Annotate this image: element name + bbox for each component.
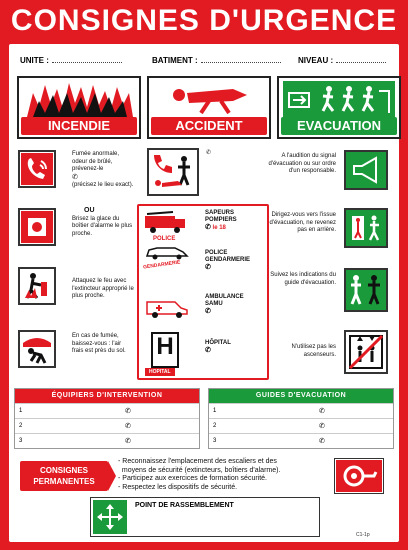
police-label xyxy=(205,250,250,272)
accident-phone-glyph: ✆ xyxy=(206,150,212,156)
incendie-step1-note: (précisez le lieu exact). xyxy=(72,182,134,188)
row-number: 1 xyxy=(213,408,217,414)
samu-text: SAMU xyxy=(205,301,223,307)
hopital-badge: HOPITAL xyxy=(145,368,175,376)
permanentes-list xyxy=(118,458,328,492)
incendie-step1 xyxy=(72,151,134,190)
poster-title: CONSIGNES D'URGENCE xyxy=(10,4,398,37)
evacuation-banner xyxy=(277,76,401,139)
crawl-box xyxy=(18,330,56,368)
niveau-field xyxy=(298,56,386,65)
no-elevator-box xyxy=(344,330,388,374)
footer-code: C1-1p xyxy=(356,532,370,538)
fire-truck-icon xyxy=(143,210,189,234)
niveau-label: NIVEAU : xyxy=(298,56,334,65)
incendie-step2 xyxy=(72,207,134,238)
arrow-right-icon xyxy=(108,461,116,491)
evacuation-step4: N'utilisez pas les ascenseurs. xyxy=(291,344,336,358)
injured-person-icon xyxy=(149,79,269,119)
table-row[interactable] xyxy=(15,418,199,433)
equipiers-title: ÉQUIPIERS D'INTERVENTION xyxy=(15,389,199,403)
list-item: - Respectez les dispositifs de sécurité. xyxy=(118,483,238,491)
no-elevator-icon xyxy=(346,332,386,372)
batiment-label: BATIMENT : xyxy=(152,56,198,65)
pompiers-text: SAPEURS POMPIERS xyxy=(205,210,237,223)
guide-box xyxy=(344,268,388,312)
niveau-line xyxy=(336,62,386,63)
phone-icon: ✆ xyxy=(125,438,131,445)
incendie-label: INCENDIE xyxy=(21,117,137,135)
table-row[interactable] xyxy=(209,403,393,418)
fire-phone-icon xyxy=(21,153,53,185)
guides-table xyxy=(208,388,394,449)
phone-icon: ✆ xyxy=(319,408,325,415)
gendarmerie-text: GENDARMERIE xyxy=(205,257,251,263)
evacuation-step2: Dirigez-vous vers l'issue d'évacuation, ne revenez pas en arrière. xyxy=(269,212,336,233)
row-number: 2 xyxy=(19,423,23,429)
incendie-step4: En cas de fumée, baissez-vous : l'air frais est près du sol. xyxy=(72,333,126,354)
pompiers-number: le 18 xyxy=(212,225,226,231)
phone-icon: ✆ xyxy=(125,408,131,415)
exit-door-box xyxy=(344,208,388,248)
incendie-step2-or: OU xyxy=(84,207,95,214)
row-number: 3 xyxy=(19,438,23,444)
rally-point-label: POINT DE RASSEMBLEMENT xyxy=(135,502,234,509)
phone-icon: ✆ xyxy=(319,438,325,445)
permanentes-line2: PERMANENTES xyxy=(33,477,95,486)
phone-icon: ✆ xyxy=(125,423,131,430)
police-badge: POLICE xyxy=(153,236,176,242)
batiment-field xyxy=(152,56,281,65)
rally-point-box xyxy=(90,497,320,537)
accident-phone-box xyxy=(147,148,199,196)
running-people-icon xyxy=(279,79,399,119)
police-text: POLICE xyxy=(205,250,228,256)
pompiers-label xyxy=(205,210,255,232)
accident-label: ACCIDENT xyxy=(151,117,267,135)
unite-field xyxy=(20,56,122,65)
table-row[interactable] xyxy=(209,418,393,433)
row-number: 2 xyxy=(213,423,217,429)
consignes-permanentes-label xyxy=(20,461,108,491)
table-row[interactable] xyxy=(209,433,393,448)
table-row[interactable] xyxy=(15,403,199,418)
samu-phone-icon: ✆ xyxy=(205,308,211,315)
list-item: moyens de sécurité (extincteurs, boîtiers d'alarme). xyxy=(118,466,281,474)
row-number: 3 xyxy=(213,438,217,444)
extinguisher-icon xyxy=(21,270,53,302)
horn-icon xyxy=(346,152,386,188)
assembly-point-icon xyxy=(93,500,127,534)
evacuation-step1: A l'audition du signal d'évacuation ou sur ordre d'un responsable. xyxy=(268,153,336,174)
phone-icon: ✆ xyxy=(319,423,325,430)
accident-banner xyxy=(147,76,271,139)
accident-phone-icon xyxy=(150,151,196,193)
guide-people-icon xyxy=(346,270,386,310)
exit-door-icon xyxy=(346,210,386,246)
fire-hose-box xyxy=(334,458,384,494)
ambulance-text: AMBULANCE xyxy=(205,294,244,300)
assembly-arrows-icon xyxy=(93,500,127,534)
incendie-step3: Attaquez le feu avec l'extincteur approprié le plus proche. xyxy=(72,278,134,299)
hopital-phone-icon: ✆ xyxy=(205,347,211,354)
evacuation-step3: Suivez les indications du guide d'évacuation. xyxy=(270,272,336,286)
batiment-line xyxy=(201,62,281,63)
table-row[interactable] xyxy=(15,433,199,448)
phone-icon: ✆ xyxy=(72,173,78,181)
incendie-step2-text: Brisez la glace du boîtier d'alarme le plus proche. xyxy=(72,215,133,237)
fire-alarm-phone-box xyxy=(18,150,56,188)
evacuation-label: EVACUATION xyxy=(281,117,397,135)
permanentes-line1: CONSIGNES xyxy=(39,466,88,475)
samu-label xyxy=(205,294,244,316)
unite-label: UNITE : xyxy=(20,56,49,65)
incendie-step1-text: Fumée anormale, odeur de brûlé, prévenez-le xyxy=(72,151,120,172)
flames-icon xyxy=(19,79,139,119)
services-panel xyxy=(137,204,269,380)
fire-hose-icon xyxy=(336,460,382,492)
police-car-icon xyxy=(145,244,189,260)
ambulance-icon xyxy=(145,298,191,320)
equipiers-table xyxy=(14,388,200,449)
hopital-text: HÔPITAL xyxy=(205,340,231,346)
hospital-letter: H xyxy=(156,333,174,360)
police-phone-icon: ✆ xyxy=(205,264,211,271)
row-number: 1 xyxy=(19,408,23,414)
evacuation-horn-box xyxy=(344,150,388,190)
unite-line xyxy=(52,62,122,63)
alarm-call-point-icon xyxy=(21,211,53,243)
hopital-label xyxy=(205,340,231,355)
crouching-person-icon xyxy=(21,333,53,365)
incendie-banner xyxy=(17,76,141,139)
gendarmerie-badge: GENDARMERIE xyxy=(142,259,181,271)
list-item: - Participez aux exercices de formation sécurité. xyxy=(118,475,268,482)
guides-title: GUIDES D'EVACUATION xyxy=(209,389,393,403)
extinguisher-box xyxy=(18,267,56,305)
hospital-sign xyxy=(151,332,179,368)
list-item: - Reconnaissez l'emplacement des escaliers et des xyxy=(118,458,277,465)
pompiers-phone-icon: ✆ xyxy=(205,224,211,231)
alarm-box xyxy=(18,208,56,246)
